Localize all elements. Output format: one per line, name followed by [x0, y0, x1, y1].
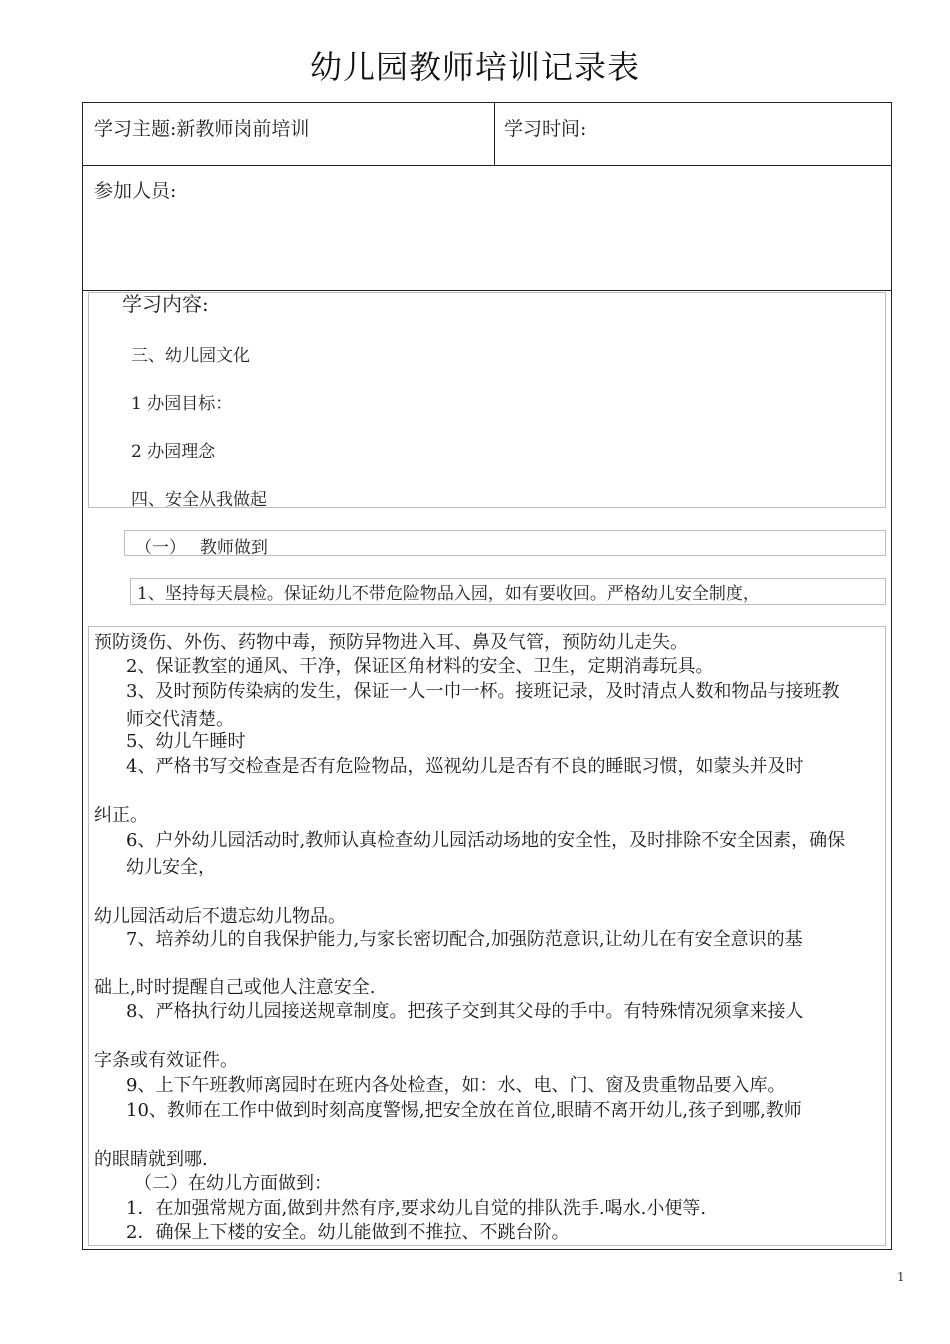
body-line: 幼儿园活动后不遗忘幼儿物品。 — [94, 906, 346, 927]
content-line: 1 办园目标： — [131, 394, 233, 414]
body-line: （二）在幼儿方面做到： — [134, 1173, 332, 1194]
body-line: 2、保证教室的通风、干净，保证区角材料的安全、卫生，定期消毒玩具。 — [126, 656, 714, 677]
body-line: 3、及时预防传染病的发生，保证一人一巾一杯。接班记录，及时清点人数和物品与接班教 — [126, 681, 840, 702]
content-line: 三、幼儿园文化 — [131, 346, 250, 366]
content-line: 2 办园理念 — [131, 442, 216, 462]
body-line: 10、教师在工作中做到时刻高度警惕,把安全放在首位,眼睛不离开幼儿,孩子到哪,教师 — [126, 1100, 802, 1121]
body-line: 1．在加强常规方面,做到井然有序,要求幼儿自觉的排队洗手.喝水.小便等. — [126, 1198, 707, 1219]
body-line: 5、幼儿午睡时 — [126, 731, 246, 752]
row-divider — [82, 165, 892, 166]
body-line: 字条或有效证件。 — [94, 1050, 238, 1071]
body-line: 6、户外幼儿园活动时,教师认真检查幼儿园活动场地的安全性，及时排除不安全因素，确保 — [126, 830, 846, 851]
time-label: 学习时间: — [504, 118, 587, 140]
header-divider — [494, 102, 495, 165]
teacher-heading: （一） 教师做到 — [135, 538, 268, 558]
body-line: 的眼睛就到哪. — [94, 1149, 208, 1170]
body-line: 纠正。 — [94, 805, 148, 826]
body-line: 8、严格执行幼儿园接送规章制度。把孩子交到其父母的手中。有特殊情况须拿来接人 — [126, 1001, 804, 1022]
document-title: 幼儿园教师培训记录表 — [309, 48, 640, 86]
page-number: 1 — [897, 1270, 905, 1284]
body-line: 7、培养幼儿的自我保护能力,与家长密切配合,加强防范意识,让幼儿在有安全意识的基 — [126, 929, 803, 950]
participants-label: 参加人员: — [94, 180, 177, 202]
item1-first-line: 1、坚持每天晨检。保证幼儿不带危险物品入园，如有要收回。严格幼儿安全制度， — [137, 584, 760, 604]
content-line: 四、安全从我做起 — [131, 490, 267, 510]
content-heading: 学习内容: — [122, 292, 209, 316]
body-line: 4、严格书写交检查是否有危险物品，巡视幼儿是否有不良的睡眠习惯，如蒙头并及时 — [126, 756, 804, 777]
body-line: 础上,时时提醒自己或他人注意安全. — [94, 977, 376, 998]
body-line: 幼儿安全， — [126, 857, 216, 878]
body-line: 师交代清楚。 — [126, 709, 234, 730]
body-line: 预防烫伤、外伤、药物中毒，预防异物进入耳、鼻及气管，预防幼儿走失。 — [94, 632, 688, 653]
body-line: 2．确保上下楼的安全。幼儿能做到不推拉、不跳台阶。 — [126, 1222, 570, 1243]
body-line: 9、上下午班教师离园时在班内各处检查，如：水、电、门、窗及贵重物品要入库。 — [126, 1075, 786, 1096]
topic-label: 学习主题:新教师岗前培训 — [94, 118, 310, 140]
